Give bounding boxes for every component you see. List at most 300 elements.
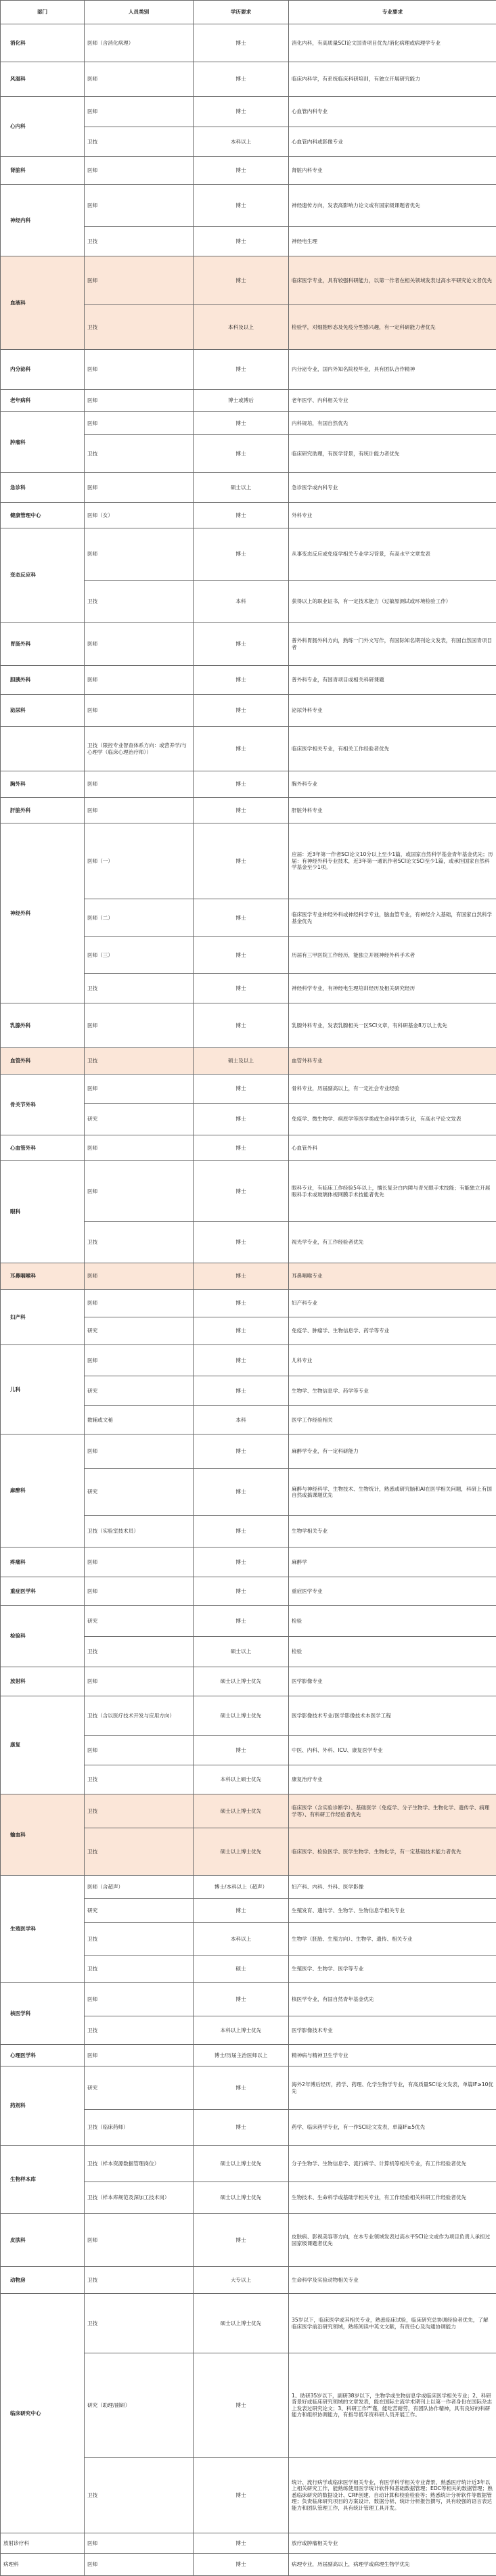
staff-type-cell: 卫技: [85, 1765, 194, 1794]
staff-type-cell: 医师: [85, 1290, 194, 1317]
staff-type-cell: 研究: [85, 1104, 194, 1135]
specialty-cell: 历届有三甲医院工作经历，能独立开展神经外科手术者: [289, 937, 496, 974]
specialty-cell: 生物学、生物信息学、药学等专业: [289, 1376, 496, 1406]
department-cell: 放射科: [1, 1667, 85, 1696]
degree-cell: 博士/本科以上（超声）: [194, 1876, 289, 1899]
specialty-cell: 麻醉与神经科学、生物技术、生物统计，熟悉或研究脑和AI在医学相关问题，科研上有国自然或搞课题优先: [289, 1469, 496, 1516]
degree-cell: 硕士以上博士优先: [194, 2294, 289, 2353]
degree-cell: 博士: [194, 227, 289, 256]
staff-type-cell: 医师: [85, 2045, 194, 2066]
table-row: [1, 412, 496, 435]
specialty-cell: 临床医学、检验医学、医学生物学、生物化学，有一定基础技术能力者优先: [289, 1828, 496, 1876]
staff-type-cell: 研究（助理/副研）: [85, 2353, 194, 2458]
specialty-cell: 临床内科学，有系统临床科研培训，有独立开展研究能力: [289, 62, 496, 97]
staff-type-cell: 卫技: [85, 1956, 194, 1983]
degree-cell: 博士: [194, 2066, 289, 2110]
department-cell: 血管外科: [1, 1048, 85, 1075]
staff-type-cell: 医师: [85, 2214, 194, 2267]
specialty-cell: 神经电生理: [289, 227, 496, 256]
department-cell: 病理科: [1, 2554, 85, 2576]
specialty-cell: 临床医学专业神经外科或神经科学专业，脑血管专业，有神经介入基础，有国家自然科学基金优先: [289, 899, 496, 937]
staff-type-cell: 医师: [85, 798, 194, 823]
table-row: [1, 256, 496, 305]
table-row: [1, 2267, 496, 2294]
staff-type-cell: 医师（一）: [85, 823, 194, 899]
staff-type-cell: 卫技: [85, 974, 194, 1003]
department-cell: 康复: [1, 1696, 85, 1794]
table-row: [1, 771, 496, 798]
degree-cell: 博士: [194, 666, 289, 695]
table-row: [1, 1577, 496, 1606]
department-cell: 皮肤科: [1, 2214, 85, 2267]
table-row: [1, 1983, 496, 2016]
staff-type-cell: 卫技: [85, 227, 194, 256]
table-row: [1, 473, 496, 503]
department-cell: 动物房: [1, 2267, 85, 2294]
staff-type-cell: 医师: [85, 2533, 194, 2554]
staff-type-cell: 医师（女）: [85, 503, 194, 528]
department-cell: 乳腺外科: [1, 1003, 85, 1048]
degree-cell: 硕士以上: [194, 473, 289, 503]
table-row: [1, 666, 496, 695]
staff-type-cell: 医师: [85, 771, 194, 798]
staff-type-cell: 医师（三）: [85, 937, 194, 974]
staff-type-cell: 卫技: [85, 1222, 194, 1263]
staff-type-cell: 卫技（限控专业智查体系方向：或营养学/与心理学（临床心理治疗师））: [85, 727, 194, 771]
staff-type-cell: 医师: [85, 528, 194, 581]
staff-type-cell: 卫技: [85, 1923, 194, 1956]
table-row: [1, 1263, 496, 1290]
degree-cell: 博士: [194, 2554, 289, 2576]
department-cell: [1, 727, 85, 771]
degree-cell: 硕士: [194, 1956, 289, 1983]
department-cell: 变态反应科: [1, 528, 85, 623]
degree-cell: 博士: [194, 1547, 289, 1577]
specialty-cell: 生物学（胚胎、生殖方向）、生物学、遗传、相关专业: [289, 1923, 496, 1956]
degree-cell: 博士: [194, 350, 289, 390]
specialty-cell: 检验学，对细胞形态及免疫分型感兴趣，有一定科研能力者优先: [289, 305, 496, 350]
degree-cell: 硕士以上博士优先: [194, 1828, 289, 1876]
degree-cell: 硕士及以上: [194, 1048, 289, 1075]
degree-cell: 博士: [194, 974, 289, 1003]
staff-type-cell: 卫技（临床药师）: [85, 2110, 194, 2146]
specialty-cell: 药学、临床药学专业，有一作SCI论文发表，单篇IF≥5优先: [289, 2110, 496, 2146]
staff-type-cell: 卫技（样本库规范及深加工技术岗）: [85, 2182, 194, 2214]
degree-cell: 博士: [194, 1516, 289, 1547]
specialty-cell: 检验: [289, 1606, 496, 1637]
staff-type-cell: 医师: [85, 1434, 194, 1469]
table-row: [1, 1161, 496, 1222]
specialty-cell: 消化内科，有高质量SCI论文国青项目优先/消化病理或病理学专业: [289, 24, 496, 62]
specialty-cell: 老年医学、内科相关专业: [289, 390, 496, 412]
table-row: [1, 2045, 496, 2066]
specialty-cell: 急诊医学或内科专业: [289, 473, 496, 503]
degree-cell: 博士: [194, 2353, 289, 2458]
specialty-cell: 1、助研35岁以下，副研38岁以下，生物学或生物信息学或临床医学相关专业；2、科研背景好或临床研究领域的文章发表，能在国际主流学术期刊上以第一作者身份在国际杂志上发表过研究论文；3、科研工作严谨，能吃苦耐劳，有团队协作精神，具有良好的科研能力和组织协调能力，有指导低年资科研人员开展工作。: [289, 2353, 496, 2458]
specialty-cell: 医学影像技术专业: [289, 2016, 496, 2045]
staff-type-cell: 卫技: [85, 2294, 194, 2353]
degree-cell: 博士或博后: [194, 390, 289, 412]
staff-type-cell: 卫技（实验室技术员）: [85, 1516, 194, 1547]
department-cell: 心内科: [1, 97, 85, 157]
specialty-cell: 精神病与精神卫生学专业: [289, 2045, 496, 2066]
specialty-cell: 眼科专业，有临床工作经验5年以上，擅长复杂白内障与青光眼手术技能；有能独立开展眼科手术或玻璃体视网膜手术技能者优先: [289, 1161, 496, 1222]
staff-type-cell: 数辅或文秘: [85, 1406, 194, 1434]
department-cell: 耳鼻咽喉科: [1, 1263, 85, 1290]
staff-type-cell: 医师: [85, 666, 194, 695]
department-cell: 急诊科: [1, 473, 85, 503]
degree-cell: 博士: [194, 503, 289, 528]
table-row: [1, 1696, 496, 1736]
department-cell: 内分泌科: [1, 350, 85, 390]
degree-cell: 博士: [194, 1075, 289, 1104]
department-cell: 核医学科: [1, 1983, 85, 2045]
degree-cell: 本科以上: [194, 127, 289, 157]
specialty-cell: 生殖发育、遗传学、生物学、生物信息学相关专业: [289, 1899, 496, 1923]
staff-type-cell: 卫技: [85, 1794, 194, 1828]
department-cell: 妇产科: [1, 1290, 85, 1345]
degree-cell: 本科: [194, 1406, 289, 1434]
staff-type-cell: 卫技: [85, 1828, 194, 1876]
department-cell: 健康管理中心: [1, 503, 85, 528]
specialty-cell: 海外2年博后经历，药学、药理、化学生物学专业，有高质量SCI论文发表，单篇IF≥10优先: [289, 2066, 496, 2110]
degree-cell: 博士: [194, 1161, 289, 1222]
staff-type-cell: 医师: [85, 62, 194, 97]
degree-cell: 博士: [194, 1263, 289, 1290]
table-row: [1, 1048, 496, 1075]
degree-cell: 博士: [194, 1345, 289, 1376]
table-row: [1, 350, 496, 390]
specialty-cell: 外科专业: [289, 503, 496, 528]
specialty-cell: 临床医学（含实验诊断学）、基础医学（免疫学、分子生物学、生物化学、遗传学、病理学等）、有科研工作经验者优先: [289, 1794, 496, 1828]
table-row: [1, 2294, 496, 2353]
table-row: [1, 2146, 496, 2182]
staff-type-cell: 医师: [85, 390, 194, 412]
specialty-cell: 神经遗传方向，发表高影响力论文或有国家级课题者优先: [289, 185, 496, 227]
degree-cell: 硕士以上博士优先: [194, 1667, 289, 1696]
specialty-cell: 分子生物学、生物信息学、流行病学、计算机等相关专业，有工作经验者优先: [289, 2146, 496, 2182]
table-row: [1, 1547, 496, 1577]
specialty-cell: 麻醉学: [289, 1547, 496, 1577]
specialty-cell: 泌尿外科专业: [289, 695, 496, 727]
specialty-cell: 乳腺外科专业，发表乳腺相关一区SCI文章，有科研基金8万以上优先: [289, 1003, 496, 1048]
table-row: [1, 623, 496, 666]
degree-cell: 硕士以上博士优先: [194, 2182, 289, 2214]
specialty-cell: 肝脏外科专业: [289, 798, 496, 823]
table-row: [1, 503, 496, 528]
specialty-cell: 血管外科专业: [289, 1048, 496, 1075]
degree-cell: 博士: [194, 623, 289, 666]
department-cell: 血液科: [1, 256, 85, 350]
degree-cell: 博士: [194, 157, 289, 185]
table-row: [1, 2554, 496, 2576]
degree-cell: 博士: [194, 1290, 289, 1317]
staff-type-cell: 医师: [85, 1667, 194, 1696]
specialty-cell: 医学影像专业: [289, 1667, 496, 1696]
table-row: [1, 1667, 496, 1696]
staff-type-cell: 卫技: [85, 1048, 194, 1075]
specialty-cell: 胸外科专业: [289, 771, 496, 798]
table-row: [1, 528, 496, 581]
department-cell: 生物样本库: [1, 2146, 85, 2214]
department-cell: 药剂科: [1, 2066, 85, 2146]
specialty-cell: 心血管内科或影像专业: [289, 127, 496, 157]
degree-cell: 博士: [194, 1736, 289, 1765]
degree-cell: 博士: [194, 823, 289, 899]
degree-cell: 本科: [194, 581, 289, 623]
staff-type-cell: 医师（二）: [85, 899, 194, 937]
degree-cell: 本科以上: [194, 1923, 289, 1956]
degree-cell: 硕士以上博士优先: [194, 2146, 289, 2182]
degree-cell: 博士: [194, 412, 289, 435]
department-cell: 泌尿科: [1, 695, 85, 727]
specialty-cell: 免疫学、肿瘤学、生物信息学、药学等专业: [289, 1317, 496, 1345]
staff-type-cell: 医师: [85, 350, 194, 390]
staff-type-cell: 医师: [85, 1345, 194, 1376]
specialty-cell: 获得以上的职业证书，有一定技术能力（过敏原测试或环境检验工作）: [289, 581, 496, 623]
header-degree: 学历要求: [194, 1, 289, 24]
department-cell: 肾脏科: [1, 157, 85, 185]
header-specialty: 专业要求: [289, 1, 496, 24]
table-row: [1, 695, 496, 727]
specialty-cell: 中医、内科、外科、ICU、康复医学专业: [289, 1736, 496, 1765]
table-row: [1, 1434, 496, 1469]
specialty-cell: 肾脏内科专业: [289, 157, 496, 185]
department-cell: 神经外科: [1, 823, 85, 1003]
staff-type-cell: 医师: [85, 2554, 194, 2576]
specialty-cell: 临床研究助理，有医学背景，有统计能力者优先: [289, 435, 496, 473]
specialty-cell: 医学影像技术专业/医学影像技术本医学工程: [289, 1696, 496, 1736]
staff-type-cell: 研究: [85, 1469, 194, 1516]
specialty-cell: 检验: [289, 1637, 496, 1667]
staff-type-cell: 研究: [85, 1899, 194, 1923]
specialty-cell: 生物技术、生命科学或基础学相关专业，有工作经验相关科研工作经验者优先: [289, 2182, 496, 2214]
staff-type-cell: 卫技（样本资源数据管理岗位）: [85, 2146, 194, 2182]
degree-cell: 博士: [194, 185, 289, 227]
department-cell: 心血管外科: [1, 1135, 85, 1161]
degree-cell: 博士: [194, 62, 289, 97]
staff-type-cell: 研究: [85, 2066, 194, 2110]
degree-cell: 博士: [194, 1983, 289, 2016]
table-row: [1, 62, 496, 97]
staff-type-cell: 卫技: [85, 305, 194, 350]
staff-type-cell: 医师（含超声）: [85, 1876, 194, 1899]
degree-cell: 博士: [194, 1469, 289, 1516]
table-header-row: [1, 1, 496, 24]
specialty-cell: 统计、流行病学或临床医学相关专业，有医学科学相关专业背景，熟悉医疗统计近3年以上相关研究工作，能熟练使用医学统计软件和基础数据管理；EDC等相关的数据管理；熟悉临床研究的数据设计、CRF创建、自动计算和校验检验等；熟悉统计分析软件等数据管理；负责临床研究项目的方案设计、数据分析、统计分析报告撰写，具有较强的语言表达能力和团队管理工作，具有统计管理工具开发。: [289, 2458, 496, 2533]
degree-cell: 博士: [194, 937, 289, 974]
degree-cell: 博士: [194, 528, 289, 581]
staff-type-cell: 医师: [85, 1983, 194, 2016]
staff-type-cell: 医师: [85, 157, 194, 185]
specialty-cell: 康复治疗专业: [289, 1765, 496, 1794]
degree-cell: 博士: [194, 1376, 289, 1406]
specialty-cell: 神经科学专业，有神经电生理培训经历及相关研究经历: [289, 974, 496, 1003]
department-cell: 眼科: [1, 1161, 85, 1263]
degree-cell: 本科及以上: [194, 305, 289, 350]
specialty-cell: 心血管内科专业: [289, 97, 496, 127]
staff-type-cell: 医师: [85, 1263, 194, 1290]
specialty-cell: 麻醉学专业，有一定科研能力: [289, 1434, 496, 1469]
specialty-cell: 普外科胃肠外科方向，熟练一门外文写作，有国际知名期刊论文发表，有国自然国青项目者: [289, 623, 496, 666]
degree-cell: 博士: [194, 1135, 289, 1161]
staff-type-cell: 医师: [85, 1736, 194, 1765]
table-row: [1, 1075, 496, 1104]
specialty-cell: 放疗或肿瘤相关专业: [289, 2533, 496, 2554]
degree-cell: 博士: [194, 97, 289, 127]
staff-type-cell: 卫技: [85, 2267, 194, 2294]
table-row: [1, 24, 496, 62]
staff-type-cell: 医师: [85, 1003, 194, 1048]
degree-cell: 本科以上硕士优先: [194, 1765, 289, 1794]
degree-cell: 博士: [194, 1003, 289, 1048]
degree-cell: 博士: [194, 899, 289, 937]
table-row: [1, 97, 496, 127]
staff-type-cell: 医师: [85, 1075, 194, 1104]
specialty-cell: 临床医学专业，具有较强科研能力，以第一作者在相关领域发表过高水平研究论文者优先: [289, 256, 496, 305]
staff-type-cell: 医师: [85, 623, 194, 666]
specialty-cell: 骨科专业，历届副高以上，有一定社会专业经验: [289, 1075, 496, 1104]
staff-type-cell: 医师: [85, 1161, 194, 1222]
department-cell: 儿科: [1, 1345, 85, 1434]
table-row: [1, 1345, 496, 1376]
degree-cell: 硕士以上博士优先: [194, 1696, 289, 1736]
specialty-cell: 免疫学、微生物学、病原学等医学类或生命科学类专业，有高水平论文发表: [289, 1104, 496, 1135]
department-cell: 放射诊疗科: [1, 2533, 85, 2554]
staff-type-cell: 医师: [85, 1577, 194, 1606]
degree-cell: 博士: [194, 798, 289, 823]
staff-type-cell: 医师: [85, 695, 194, 727]
table-row: [1, 1794, 496, 1828]
table-row: [1, 727, 496, 771]
table-row: [1, 2066, 496, 2110]
department-cell: 老年病科: [1, 390, 85, 412]
table-row: [1, 1290, 496, 1317]
degree-cell: 博士: [194, 1606, 289, 1637]
staff-type-cell: 卫技: [85, 2458, 194, 2533]
specialty-cell: 从事变态反应或免疫学相关专业学习背景，有高水平文章发表: [289, 528, 496, 581]
specialty-cell: 妇产科、内科、外科、医学影像: [289, 1876, 496, 1899]
staff-type-cell: 医师: [85, 1135, 194, 1161]
specialty-cell: 心血管外科: [289, 1135, 496, 1161]
specialty-cell: 生物学相关专业: [289, 1516, 496, 1547]
degree-cell: 大专以上: [194, 2267, 289, 2294]
specialty-cell: 医学工作经验相关: [289, 1406, 496, 1434]
department-cell: 风湿科: [1, 62, 85, 97]
specialty-cell: 内科规培，有国自然优先: [289, 412, 496, 435]
department-cell: 胸外科: [1, 771, 85, 798]
degree-cell: 博士: [194, 2110, 289, 2146]
department-cell: 胃肠外科: [1, 623, 85, 666]
department-cell: 疼痛科: [1, 1547, 85, 1577]
specialty-cell: 视光学专业，有工作经验者优先: [289, 1222, 496, 1263]
staff-type-cell: 研究: [85, 1606, 194, 1637]
staff-type-cell: 卫技: [85, 2016, 194, 2045]
degree-cell: 博士: [194, 1104, 289, 1135]
staff-type-cell: 研究: [85, 1376, 194, 1406]
degree-cell: 博士: [194, 2458, 289, 2533]
specialty-cell: 生命科学及实验动物相关专业: [289, 2267, 496, 2294]
table-row: [1, 185, 496, 227]
table-row: [1, 1135, 496, 1161]
specialty-cell: 普外科专业，有国青项目或相关科研课题: [289, 666, 496, 695]
staff-type-cell: 医师: [85, 1547, 194, 1577]
department-cell: 检验科: [1, 1606, 85, 1667]
staff-type-cell: 医师: [85, 97, 194, 127]
specialty-cell: 重症医学专业: [289, 1577, 496, 1606]
degree-cell: 博士/历届主治医师以上: [194, 2045, 289, 2066]
staff-type-cell: 卫技: [85, 1637, 194, 1667]
degree-cell: 博士: [194, 2214, 289, 2267]
staff-type-cell: 医师: [85, 473, 194, 503]
department-cell: 胆胰外科: [1, 666, 85, 695]
staff-type-cell: 医师: [85, 256, 194, 305]
staff-type-cell: 卫技: [85, 435, 194, 473]
staff-type-cell: 卫技: [85, 127, 194, 157]
table-row: [1, 1003, 496, 1048]
staff-type-cell: 研究: [85, 1317, 194, 1345]
specialty-cell: 儿科专业: [289, 1345, 496, 1376]
table-row: [1, 798, 496, 823]
specialty-cell: 耳鼻咽喉专业: [289, 1263, 496, 1290]
staff-type-cell: 医师: [85, 185, 194, 227]
degree-cell: 硕士以上博士优先: [194, 1794, 289, 1828]
specialty-cell: 35岁以下，临床医学或其相关专业，熟悉临床试验，临床研究总协调经验者优先，了解临床医学前沿研究领域，熟练阅读中英文文献，有责任心及沟通协调能力: [289, 2294, 496, 2353]
department-cell: 输血科: [1, 1794, 85, 1876]
table-body: [1, 24, 496, 2576]
staff-type-cell: 医师: [85, 412, 194, 435]
degree-cell: 博士: [194, 1434, 289, 1469]
specialty-cell: 妇产科专业: [289, 1290, 496, 1317]
degree-cell: 博士: [194, 771, 289, 798]
department-cell: 麻醉科: [1, 1434, 85, 1547]
table-row: [1, 1606, 496, 1637]
degree-cell: 博士: [194, 1317, 289, 1345]
staff-type-cell: 卫技（含以医疗技术开发与应用方向）: [85, 1696, 194, 1736]
department-cell: 心理医学科: [1, 2045, 85, 2066]
table-row: [1, 1876, 496, 1899]
table-row: [1, 390, 496, 412]
table-row: [1, 2533, 496, 2554]
degree-cell: 博士: [194, 24, 289, 62]
staff-type-cell: 卫技: [85, 581, 194, 623]
department-cell: 临床研究中心: [1, 2294, 85, 2533]
department-cell: 肿瘤科: [1, 412, 85, 473]
degree-cell: 博士: [194, 727, 289, 771]
specialty-cell: 病理专业，历届副高以上，病理学或病理生物学优先: [289, 2554, 496, 2576]
department-cell: 消化科: [1, 24, 85, 62]
degree-cell: 博士: [194, 256, 289, 305]
specialty-cell: 生殖医学、生物学、医学等专业: [289, 1956, 496, 1983]
department-cell: 重症医学科: [1, 1577, 85, 1606]
degree-cell: 博士: [194, 435, 289, 473]
degree-cell: 博士: [194, 2533, 289, 2554]
department-cell: 肝脏外科: [1, 798, 85, 823]
degree-cell: 硕士以上: [194, 1637, 289, 1667]
header-staff-type: 人员类别: [85, 1, 194, 24]
specialty-cell: 临床医学相关专业，有相关工作经验者优先: [289, 727, 496, 771]
specialty-cell: 内分泌专业，国内外知名院校毕业，具有团队合作精神: [289, 350, 496, 390]
degree-cell: 博士: [194, 1222, 289, 1263]
degree-cell: 博士: [194, 695, 289, 727]
specialty-cell: 应届：近3年第一作者SCI论文10分以上至少1篇，或国家自然科学基金青年基金优先；历届：有神经外科专业技术，近3年第一通讯作者SCI论文SCI至少1篇，或承担国家自然科学基金至少1项。: [289, 823, 496, 899]
department-cell: 神经内科: [1, 185, 85, 256]
degree-cell: 本科以上博士优先: [194, 2016, 289, 2045]
staff-type-cell: 医师（含消化病理）: [85, 24, 194, 62]
degree-cell: 博士: [194, 1899, 289, 1923]
degree-cell: 博士: [194, 1577, 289, 1606]
department-cell: 骨关节外科: [1, 1075, 85, 1135]
